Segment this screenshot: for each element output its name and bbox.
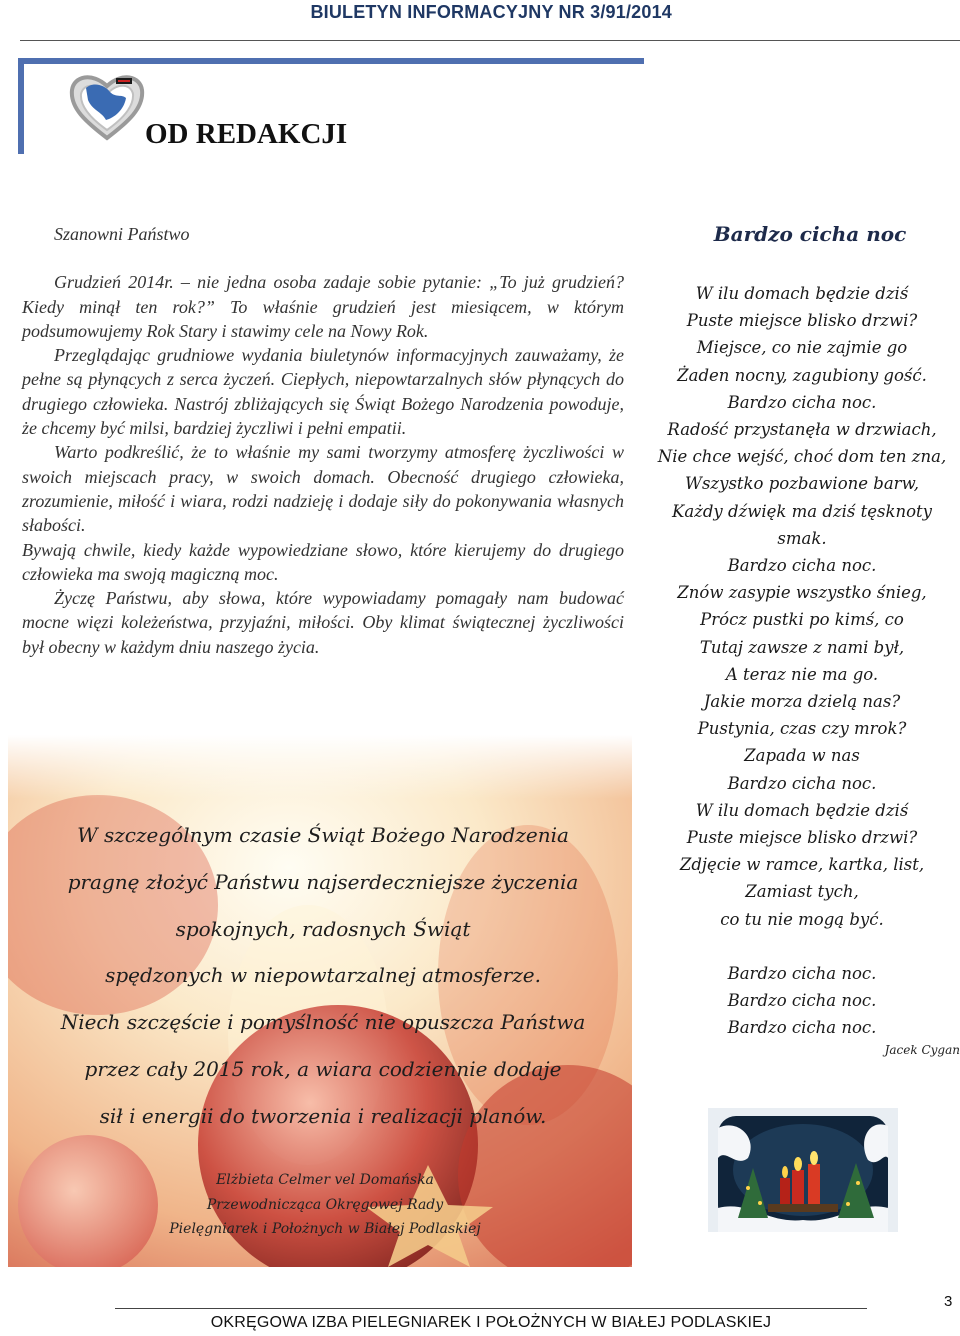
wishes-line: Niech szczęście i pomyślność nie opuszcza Państwa (60, 1010, 586, 1035)
wishes-line: sił i energii do tworzenia i realizacji planów. (99, 1103, 547, 1128)
poem-line: Zamiast tych, (745, 882, 859, 902)
candle-window-image (708, 1108, 898, 1232)
poem-line: Miejsce, co nie zajmie go (696, 338, 908, 358)
poem-line: Radość przystanęła w drzwiach, (667, 420, 937, 440)
poem-line: smak. (777, 528, 827, 548)
signature-organization: Pielęgniarek i Położnych w Białej Podlaskiej (169, 1221, 481, 1237)
wishes-line: spędzonych w niepowtarzalnej atmosferze. (105, 963, 541, 988)
poem-line: Zdjęcie w ramce, kartka, list, (679, 855, 925, 875)
wishes-line: przez cały 2015 rok, a wiara codziennie dodaje (84, 1056, 562, 1081)
poem-line: Każdy dźwięk ma dziś tęsknoty (672, 501, 932, 521)
poem-line: Bardzo cicha noc. (727, 963, 877, 983)
section-title: OD REDAKCJI (145, 118, 348, 150)
letter-paragraph: Życzę Państwu, aby słowa, które wypowiadamy pomagały nam budować mocne więzi koleżeństwa, przyjaźni, miłości. Oby klimat świątecznej życzliwości był obecny w każdym dniu naszego życia. (22, 588, 624, 657)
poem-line: Żaden nocny, zagubiony gość. (677, 365, 927, 385)
poem-line: Wszystko pozbawione barw, (685, 474, 919, 494)
poem-line: co tu nie mogą być. (720, 909, 884, 929)
header-divider (20, 40, 960, 41)
poem-line: Bardzo cicha noc. (727, 556, 877, 576)
signature-name: Elżbieta Celmer vel Domańska (216, 1172, 434, 1188)
wishes-line: pragnę złożyć Państwu najserdeczniejsze życzenia (67, 869, 579, 894)
poem-line: Zapada w nas (744, 746, 860, 766)
poem-line: Tutaj zawsze z nami był, (699, 637, 905, 657)
poem-line: Prócz pustki po kimś, co (700, 610, 904, 630)
poem-line: Puste miejsce blisko drzwi? (686, 311, 918, 331)
heart-logo-icon (66, 70, 148, 142)
letter-paragraph: Przeglądając grudniowe wydania biuletynów informacyjnych zauważamy, że pełne są płynących z serca życzeń. Ciepłych, niepowtarzalnych słów płynących do drugiego człowieka. Nastrój zbliżających się Świąt Bożego Narodzenia powoduje, że chcemy być milsi, bardziej życzliwi i pełni empatii. (22, 345, 624, 439)
editorial-letter (22, 222, 624, 659)
letter-paragraph: Warto podkreślić, że to właśnie my sami tworzymy atmosferę życzliwości w swoich miejscach pracy, w swoich domach. Obecność drugiego człowieka, zrozumienie, miłość i wiara, rodzi nadzieję i dodaje siły do pokonywania własnych słabości. (22, 442, 624, 536)
poem-line: Bardzo cicha noc. (727, 773, 877, 793)
poem-title: Bardzo cicha noc (713, 222, 907, 246)
poem-line: Bardzo cicha noc. (727, 1018, 877, 1038)
footer-divider (115, 1308, 867, 1309)
poem-line: W ilu domach będzie dziś (695, 800, 909, 820)
bulletin-title: BIULETYN INFORMACYJNY NR 3/91/2014 (310, 2, 672, 22)
poem-line: Jakie morza dzielą nas? (703, 692, 901, 712)
letter-greeting: Szanowni Państwo (54, 224, 190, 244)
poem-line: W ilu domach będzie dziś (695, 284, 909, 303)
wishes-line: W szczególnym czasie Świąt Bożego Narodzenia (77, 823, 569, 847)
wishes-line: spokojnych, radosnych Świąt (175, 916, 471, 941)
footer-organization: OKRĘGOWA IZBA PIELEGNIAREK I POŁOŻNYCH W BIAŁEJ PODLASKIEJ (210, 1314, 772, 1331)
poem-text (652, 280, 952, 1041)
poem-line: Pustynia, czas czy mrok? (697, 719, 907, 739)
christmas-wishes (38, 812, 608, 1140)
letter-paragraph: Bywają chwile, kiedy każde wypowiedziane słowo, które kierujemy do drugiego człowieka ma swoją magiczną moc. (22, 539, 624, 584)
poem-line: Nie chce wejść, choć dom ten zna, (657, 447, 947, 467)
poem-line: Znów zasypie wszystko śnieg, (677, 583, 927, 603)
letter-paragraph: Grudzień 2014r. – nie jedna osoba zadaje sobie pytanie: „To już grudzień? Kiedy minął ten rok?” To właśnie grudzień jest miesiącem, w którym podsumowujemy Rok Stary i stawimy cele na Nowy Rok. (22, 272, 624, 341)
wishes-signature (120, 1168, 530, 1242)
page-number: 3 (944, 1293, 953, 1310)
poem-author: Jacek Cygan (884, 1043, 960, 1057)
signature-role: Przewodnicząca Okręgowej Rady (206, 1196, 444, 1213)
poem-line: Bardzo cicha noc. (727, 392, 877, 412)
poem-stanza-gap (652, 933, 952, 960)
poem-line: Puste miejsce blisko drzwi? (686, 828, 918, 848)
poem-line: A teraz nie ma go. (725, 664, 879, 684)
poem-line: Bardzo cicha noc. (727, 991, 877, 1011)
